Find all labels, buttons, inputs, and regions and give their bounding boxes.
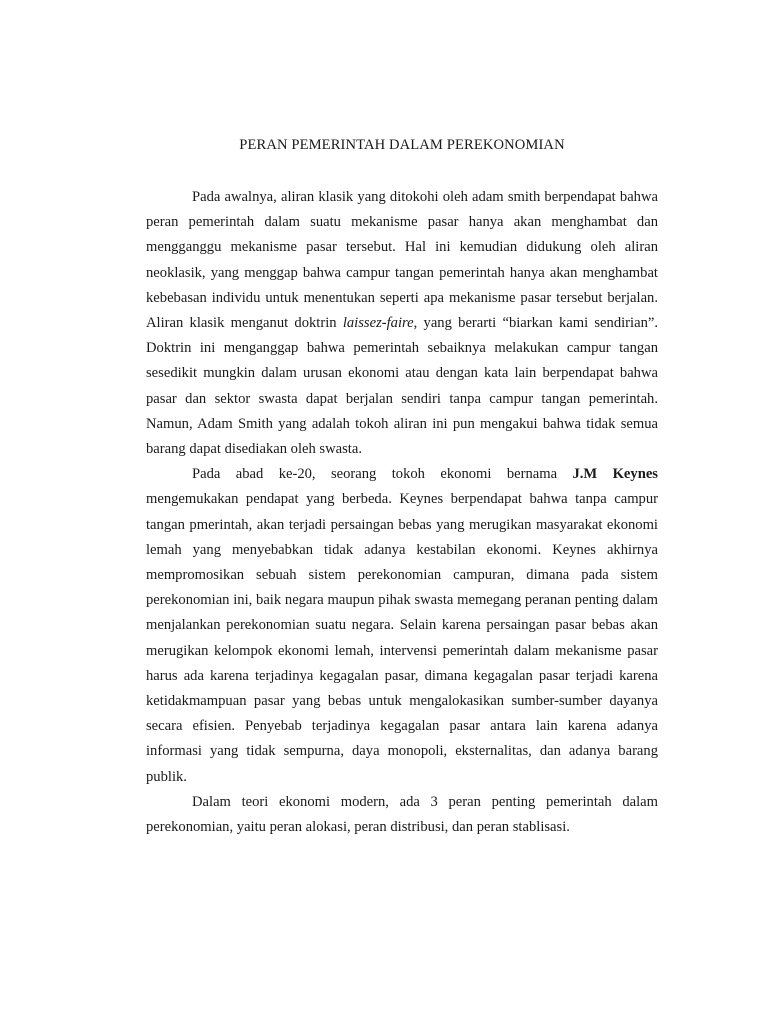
document-title: PERAN PEMERINTAH DALAM PEREKONOMIAN [239, 137, 565, 153]
paragraph-2 [146, 462, 658, 790]
paragraph-1-text-end: , yang berarti “biarkan kami sendirian”. Doktrin ini menganggap bahwa pemerintah sebaiknya melakukan campur tangan sesedikit mungkin dalam urusan ekonomi atau dengan kata lain berpendapat bahwa pasar dan sektor swasta dapat berjalan sendiri tanpa campur tangan pemerintah. Namun, Adam Smith yang adalah tokoh aliran ini pun mengakui bahwa tidak semua barang dapat disediakan oleh swasta. [146, 315, 658, 458]
paragraph-2-bold-name: J.M Keynes [572, 466, 658, 483]
paragraph-1 [146, 185, 658, 462]
paragraph-3: Dalam teori ekonomi modern, ada 3 peran penting pemerintah dalam perekonomian, yaitu peran alokasi, peran distribusi, dan peran stablisasi. [146, 793, 658, 836]
paragraph-1-italic-term: laissez-faire [342, 315, 414, 332]
paragraph-2-text-end: mengemukakan pendapat yang berbeda. Keynes berpendapat bahwa tanpa campur tangan pmerintah, akan terjadi persaingan bebas yang merugikan masyarakat ekonomi lemah yang menyebabkan tidak adanya kestabilan ekonomi. Keynes akhirnya mempromosikan sebuah sistem perekonomian campuran, dimana pada sistem perekonomian ini, baik negara maupun pihak swasta memegang peranan penting dalam menjalankan perekonomian suatu negara. Selain karena persaingan pasar bebas akan merugikan kelompok ekonomi lemah, intervensi pemerintah dalam mekanisme pasar harus ada karena terjadinya kegagalan pasar, dimana kegagalan pasar terjadi karena ketidakmampuan pasar yang bebas untuk mengalokasikan sumber-sumber dayanya secara efisien. Penyebab terjadinya kegagalan pasar antara lain karena adanya informasi yang tidak sempurna, daya monopoli, eksternalitas, dan adanya barang publik. [146, 491, 658, 785]
paragraph-1-text-start: Pada awalnya, aliran klasik yang ditokohi oleh adam smith berpendapat bahwa peran pemerintah dalam suatu mekanisme pasar hanya akan menghambat dan mengganggu mekanisme pasar tersebut. Hal ini kemudian didukung oleh aliran neoklasik, yang menggap bahwa campur tangan pemerintah hanya akan menghambat kebebasan individu untuk menentukan seperti apa mekanisme pasar tersebut berjalan. Aliran klasik menganut doktrin [146, 189, 658, 332]
document-body [146, 185, 658, 840]
paragraph-2-text-start: Pada abad ke-20, seorang tokoh ekonomi bernama [192, 466, 573, 483]
